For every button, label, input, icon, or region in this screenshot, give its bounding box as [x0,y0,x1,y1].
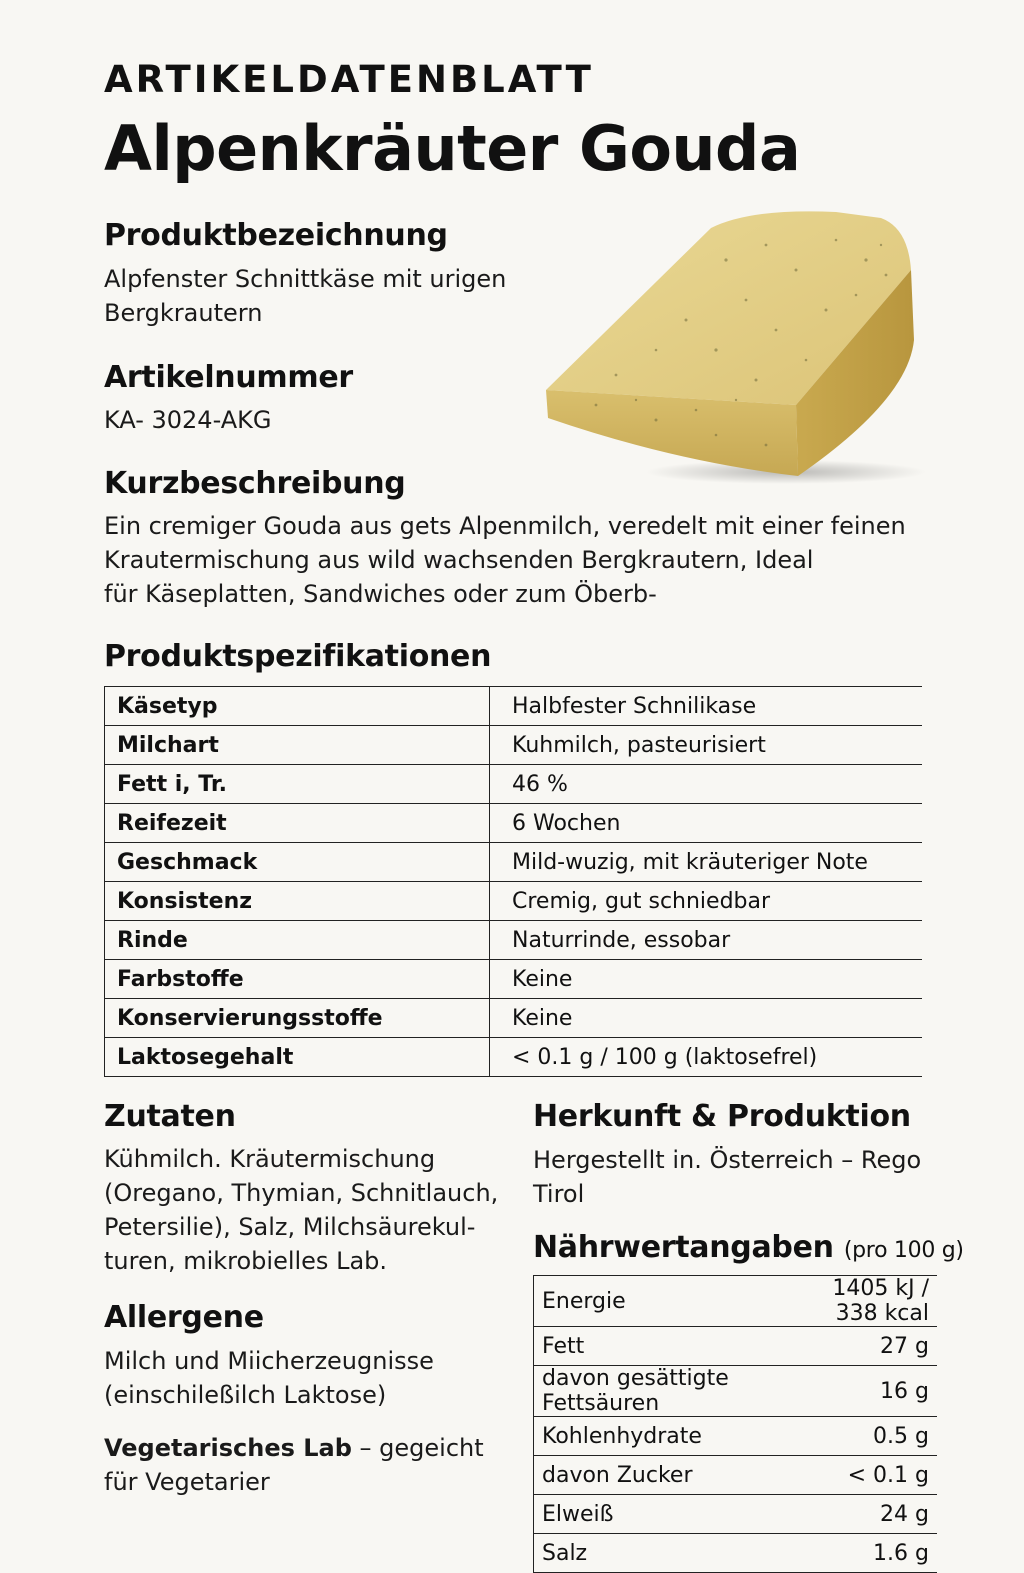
spec-value: Cremig, gut schniedbar [490,882,923,921]
nutrition-key: Salz [534,1534,791,1573]
table-row [105,804,923,843]
spec-value: Halbfester Schnilikase [490,687,923,726]
spec-key: Reifezeit [105,804,490,843]
table-row [534,1276,938,1327]
origin-line: Tirol [533,1180,585,1208]
nutrition-title: Nährwertangaben [533,1230,834,1265]
table-row [105,921,923,960]
table-row [534,1534,938,1573]
spec-value: Keine [490,999,923,1038]
table-row [105,882,923,921]
specifications-table [104,686,922,1077]
nutrition-value: 16 g [790,1366,937,1417]
origin-heading: Herkunft & Produktion [533,1099,911,1134]
nutrition-key: Fett [534,1327,791,1366]
nutrition-value: 0.5 g [790,1417,937,1456]
table-row [105,843,923,882]
ingredients-heading: Zutaten [104,1099,236,1134]
nutrition-key: Kohlenhydrate [534,1417,791,1456]
origin-line: Hergestellt in. Österreich – Rego [533,1146,922,1174]
table-row [534,1327,938,1366]
nutrition-table [533,1275,937,1573]
ingredients-line: Kühmilch. Kräutermischung [104,1145,436,1173]
ingredients-line: turen, mikrobielles Lab. [104,1247,388,1275]
table-row [534,1456,938,1495]
spec-key: Konservierungsstoffe [105,999,490,1038]
spec-key: Käsetyp [105,687,490,726]
product-name-line: Alpfenster Schnittkäse mit urigen [104,265,507,293]
spec-key: Laktosegehalt [105,1038,490,1077]
spec-value: Naturrinde, essobar [490,921,923,960]
nutrition-per: (pro 100 g) [843,1238,964,1263]
spec-key: Konsistenz [105,882,490,921]
nutrition-heading [533,1230,964,1265]
short-description-heading: Kurzbeschreibung [104,466,406,501]
table-row [105,687,923,726]
nutrition-value: 24 g [790,1495,937,1534]
nutrition-value: 1.6 g [790,1534,937,1573]
table-row [105,999,923,1038]
nutrition-key: davon Zucker [534,1456,791,1495]
short-description-line: Ein cremiger Gouda aus gets Alpenmilch, veredelt mit einer feinen [104,512,906,540]
spec-key: Fett i, Tr. [105,765,490,804]
vegetarian-text: – gegeicht [351,1434,484,1462]
ingredients-line: Petersilie), Salz, Milchsäurekul- [104,1213,476,1241]
article-number-heading: Artikelnummer [104,360,353,395]
article-number-value: KA- 3024-AKG [104,406,272,434]
nutrition-key: Elweiß [534,1495,791,1534]
product-name-line: Bergkrautern [104,299,263,327]
vegetarian-note [104,1431,484,1465]
product-title: Alpenkräuter Gouda [104,112,801,185]
table-row [534,1366,938,1417]
spec-value: 6 Wochen [490,804,923,843]
spec-key: Geschmack [105,843,490,882]
spec-value: Keine [490,960,923,999]
spec-key: Farbstoffe [105,960,490,999]
table-row [534,1417,938,1456]
table-row [105,765,923,804]
ingredients-line: (Oregano, Thymian, Schnitlauch, [104,1179,499,1207]
table-row [105,726,923,765]
spec-value: < 0.1 g / 100 g (laktosefrel) [490,1038,923,1077]
nutrition-value: 1405 kJ / 338 kcal [790,1276,937,1327]
table-row [105,960,923,999]
nutrition-key: Energie [534,1276,791,1327]
nutrition-value: < 0.1 g [790,1456,937,1495]
short-description-line: Krautermischung aus wild wachsenden Bergkrautern, Ideal [104,546,814,574]
vegetarian-label: Vegetarisches Lab [104,1434,352,1462]
document-eyebrow: ARTIKELDATENBLATT [104,58,594,101]
nutrition-key: davon gesättigte Fettsäuren [534,1366,791,1417]
allergens-heading: Allergene [104,1300,264,1335]
spec-value: 46 % [490,765,923,804]
short-description-line: für Käseplatten, Sandwiches oder zum Öberb- [104,580,657,608]
spec-value: Kuhmilch, pasteurisiert [490,726,923,765]
spec-key: Milchart [105,726,490,765]
table-row [105,1038,923,1077]
product-name-heading: Produktbezeichnung [104,218,448,253]
table-row [534,1495,938,1534]
spec-key: Rinde [105,921,490,960]
spec-value: Mild-wuzig, mit kräuteriger Note [490,843,923,882]
allergens-line: (einschileßilch Laktose) [104,1381,387,1409]
specifications-heading: Produktspezifikationen [104,639,492,674]
nutrition-value: 27 g [790,1327,937,1366]
allergens-line: Milch und Miicherzeugnisse [104,1347,434,1375]
vegetarian-line: für Vegetarier [104,1468,270,1496]
cheese-wedge-image [536,200,926,490]
